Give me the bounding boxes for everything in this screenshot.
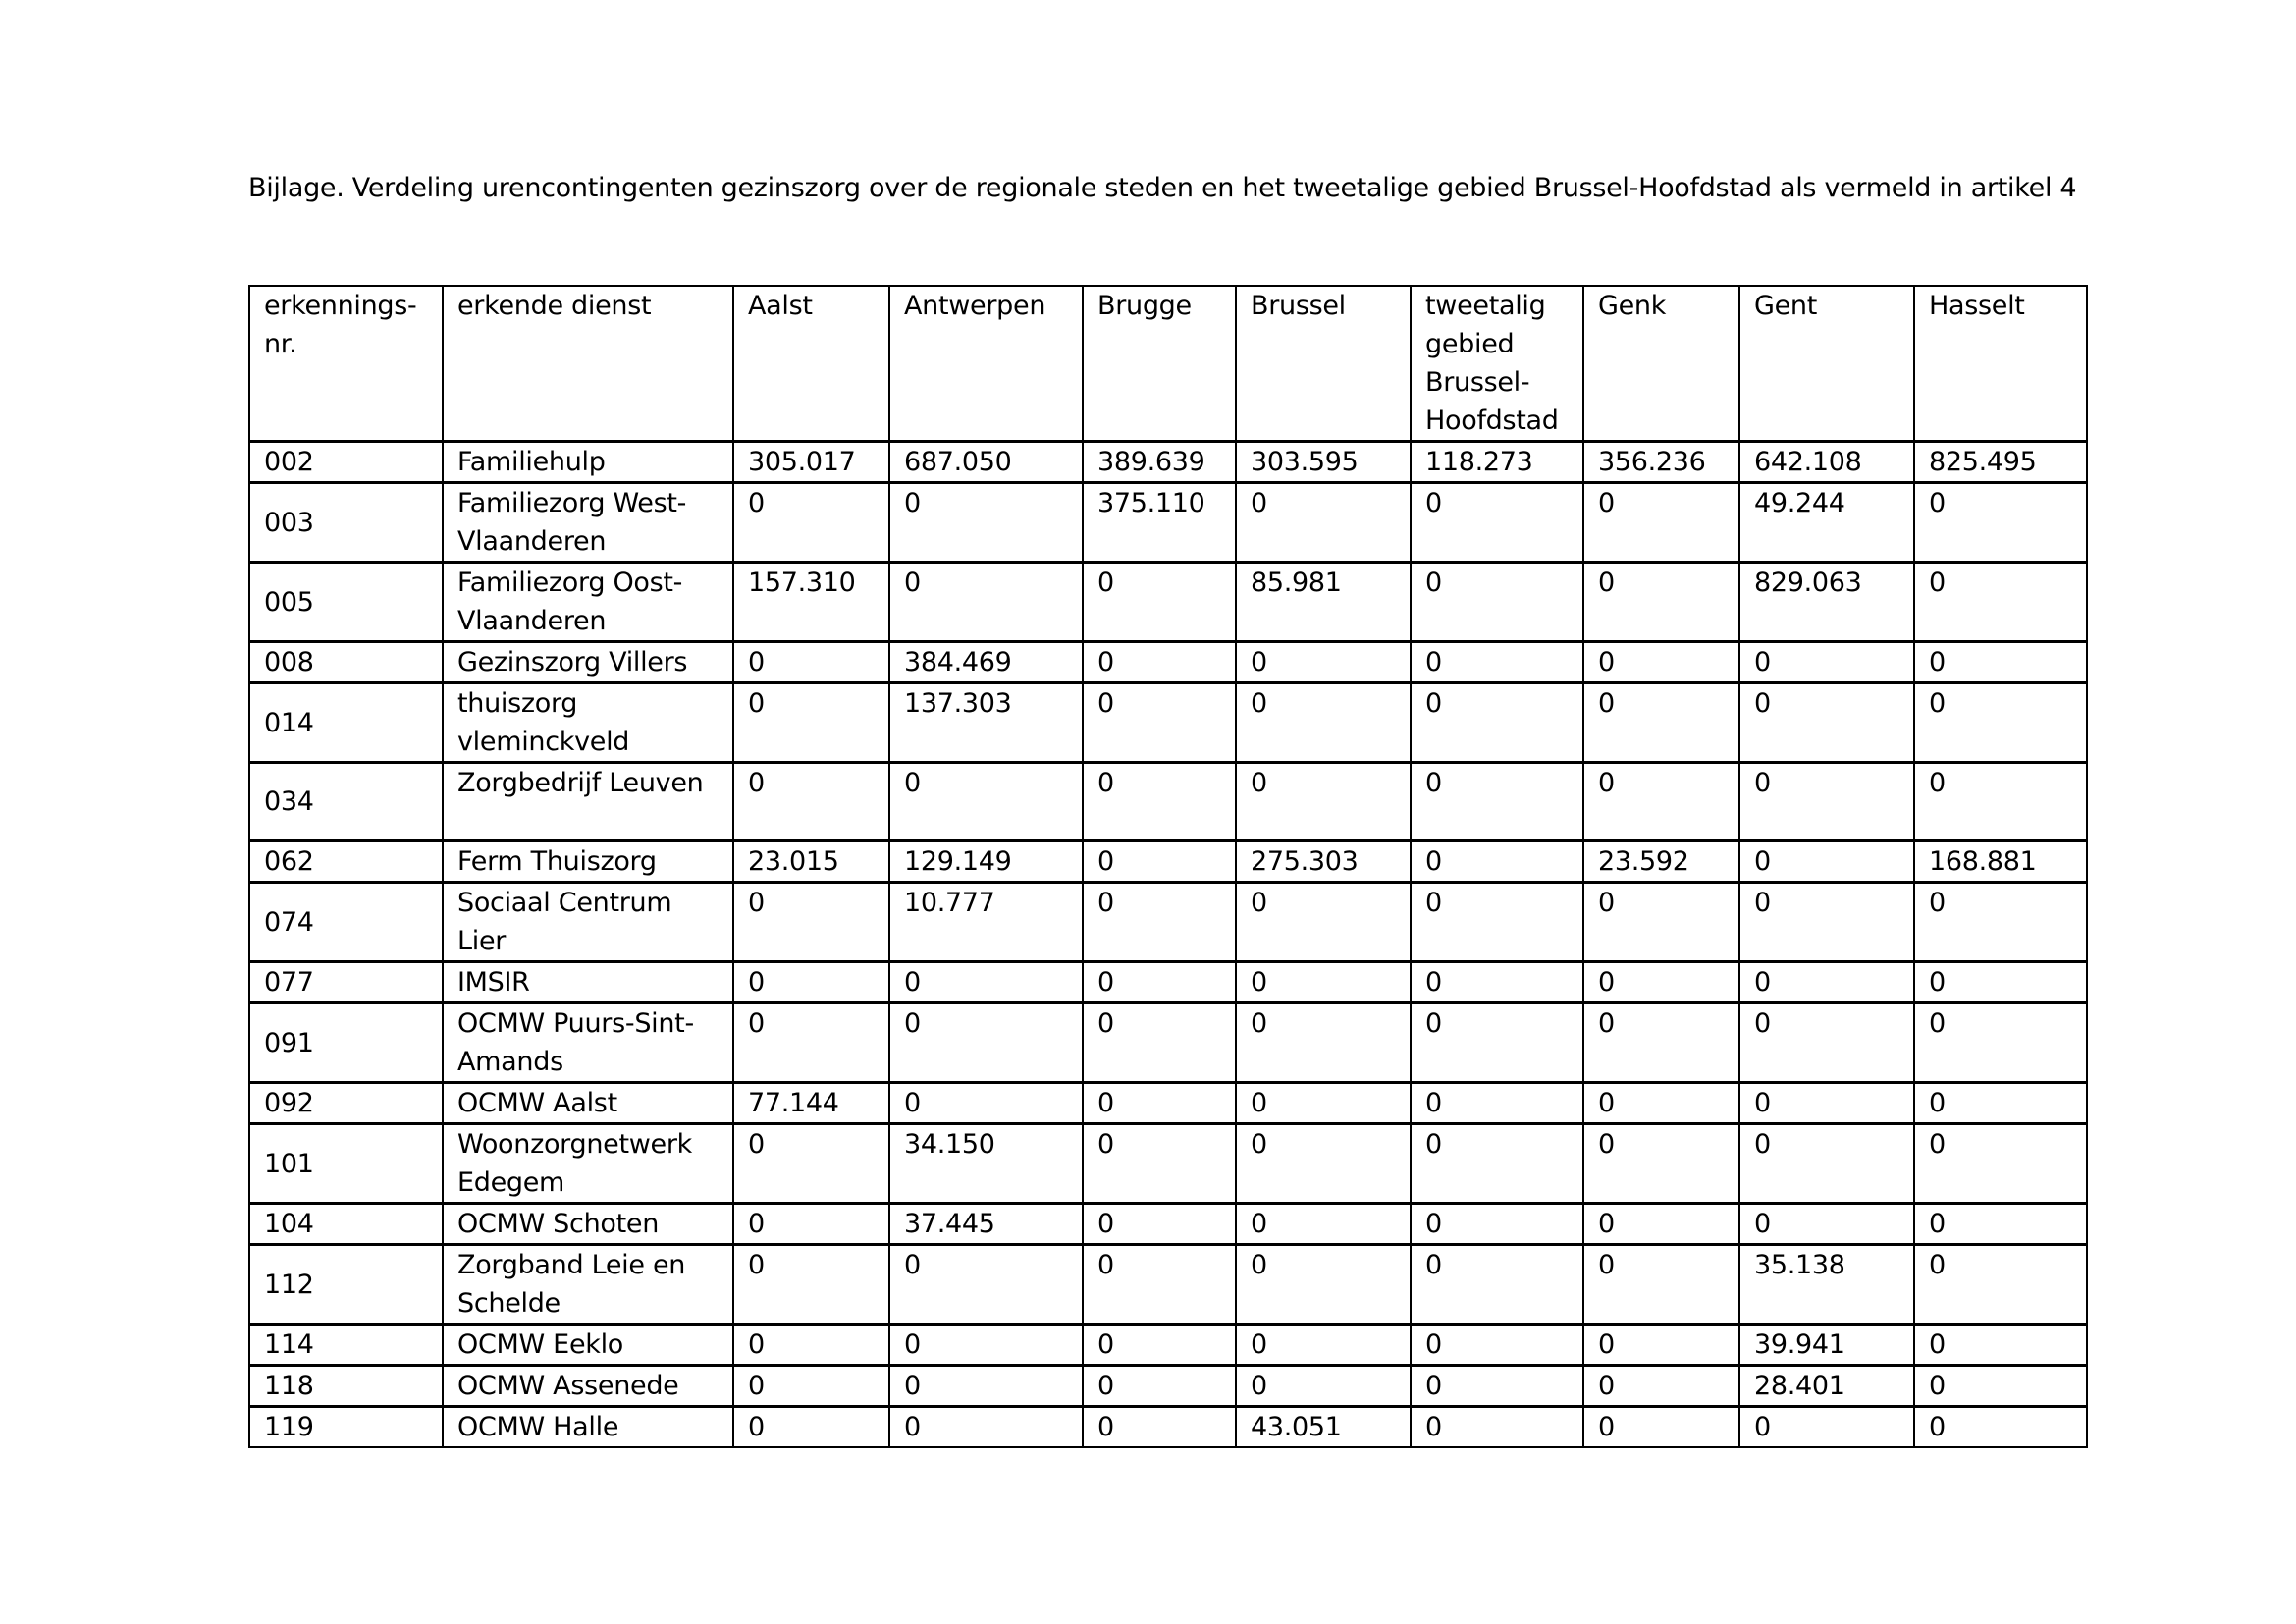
header-tweetalig-gebied: tweetalig gebied Brussel-Hoofdstad <box>1411 286 1583 442</box>
document-caption: Bijlage. Verdeling urencontingenten gezinszorg over de regionale steden en het tweetalige gebied Brussel-Hoofdstad als vermeld in artikel 4 <box>248 173 2077 203</box>
cell-brugge: 0 <box>1083 841 1236 883</box>
cell-erkenningsnr: 008 <box>249 642 443 683</box>
cell-antwerpen: 137.303 <box>889 683 1083 763</box>
cell-gent: 0 <box>1739 1083 1914 1124</box>
cell-brussel: 0 <box>1236 883 1411 962</box>
cell-hasselt: 0 <box>1914 642 2087 683</box>
cell-hasselt: 0 <box>1914 563 2087 642</box>
cell-hasselt: 0 <box>1914 1204 2087 1245</box>
cell-tweetalig-gebied: 0 <box>1411 962 1583 1003</box>
cell-aalst: 0 <box>733 483 889 563</box>
cell-brussel: 0 <box>1236 1204 1411 1245</box>
table-row <box>249 883 2087 962</box>
cell-erkenningsnr: 091 <box>249 1003 443 1083</box>
cell-aalst: 0 <box>733 1325 889 1366</box>
table-row <box>249 962 2087 1003</box>
cell-erkenningsnr: 034 <box>249 763 443 841</box>
cell-antwerpen: 0 <box>889 1325 1083 1366</box>
cell-brugge: 0 <box>1083 642 1236 683</box>
cell-antwerpen: 0 <box>889 962 1083 1003</box>
cell-tweetalig-gebied: 0 <box>1411 1083 1583 1124</box>
cell-antwerpen: 0 <box>889 1245 1083 1325</box>
cell-hasselt: 825.495 <box>1914 442 2087 483</box>
header-hasselt: Hasselt <box>1914 286 2087 442</box>
cell-brussel: 0 <box>1236 1245 1411 1325</box>
cell-aalst: 0 <box>733 1124 889 1204</box>
cell-genk: 0 <box>1583 563 1739 642</box>
cell-brussel: 0 <box>1236 962 1411 1003</box>
cell-brugge: 0 <box>1083 1407 1236 1448</box>
cell-erkenningsnr: 118 <box>249 1366 443 1407</box>
cell-hasselt: 0 <box>1914 1245 2087 1325</box>
cell-genk: 0 <box>1583 683 1739 763</box>
table-row <box>249 1204 2087 1245</box>
cell-brussel: 303.595 <box>1236 442 1411 483</box>
cell-erkende-dienst: Zorgband Leie en Schelde <box>443 1245 733 1325</box>
cell-hasselt: 0 <box>1914 763 2087 841</box>
cell-brugge: 0 <box>1083 1124 1236 1204</box>
cell-aalst: 0 <box>733 1407 889 1448</box>
cell-antwerpen: 0 <box>889 1083 1083 1124</box>
cell-tweetalig-gebied: 0 <box>1411 1366 1583 1407</box>
cell-brussel: 0 <box>1236 1366 1411 1407</box>
cell-aalst: 0 <box>733 683 889 763</box>
cell-erkenningsnr: 014 <box>249 683 443 763</box>
table-row <box>249 1124 2087 1204</box>
cell-erkende-dienst: Ferm Thuiszorg <box>443 841 733 883</box>
table-row <box>249 642 2087 683</box>
table-row <box>249 563 2087 642</box>
cell-tweetalig-gebied: 0 <box>1411 883 1583 962</box>
cell-gent: 0 <box>1739 962 1914 1003</box>
table-row <box>249 483 2087 563</box>
cell-antwerpen: 10.777 <box>889 883 1083 962</box>
cell-gent: 829.063 <box>1739 563 1914 642</box>
cell-brussel: 0 <box>1236 1325 1411 1366</box>
cell-antwerpen: 0 <box>889 483 1083 563</box>
cell-gent: 0 <box>1739 1003 1914 1083</box>
cell-aalst: 0 <box>733 763 889 841</box>
cell-aalst: 0 <box>733 1366 889 1407</box>
cell-gent: 49.244 <box>1739 483 1914 563</box>
cell-erkenningsnr: 062 <box>249 841 443 883</box>
allocation-table <box>248 285 2088 1448</box>
cell-erkenningsnr: 002 <box>249 442 443 483</box>
cell-antwerpen: 0 <box>889 1407 1083 1448</box>
cell-genk: 0 <box>1583 962 1739 1003</box>
cell-erkende-dienst: IMSIR <box>443 962 733 1003</box>
header-erkende-dienst: erkende dienst <box>443 286 733 442</box>
cell-aalst: 0 <box>733 1245 889 1325</box>
table-row <box>249 1083 2087 1124</box>
cell-hasselt: 0 <box>1914 1366 2087 1407</box>
cell-hasselt: 0 <box>1914 1124 2087 1204</box>
cell-gent: 39.941 <box>1739 1325 1914 1366</box>
header-brugge: Brugge <box>1083 286 1236 442</box>
header-genk: Genk <box>1583 286 1739 442</box>
table-row <box>249 1407 2087 1448</box>
table-row <box>249 1003 2087 1083</box>
cell-aalst: 23.015 <box>733 841 889 883</box>
cell-aalst: 0 <box>733 962 889 1003</box>
cell-hasselt: 0 <box>1914 683 2087 763</box>
cell-brugge: 0 <box>1083 1245 1236 1325</box>
cell-erkenningsnr: 119 <box>249 1407 443 1448</box>
cell-erkende-dienst: Sociaal Centrum Lier <box>443 883 733 962</box>
cell-brugge: 0 <box>1083 883 1236 962</box>
cell-genk: 23.592 <box>1583 841 1739 883</box>
cell-brugge: 0 <box>1083 563 1236 642</box>
cell-aalst: 0 <box>733 883 889 962</box>
cell-erkenningsnr: 104 <box>249 1204 443 1245</box>
cell-tweetalig-gebied: 0 <box>1411 763 1583 841</box>
cell-hasselt: 0 <box>1914 1083 2087 1124</box>
cell-erkende-dienst: OCMW Halle <box>443 1407 733 1448</box>
cell-brugge: 0 <box>1083 1366 1236 1407</box>
cell-brussel: 0 <box>1236 1124 1411 1204</box>
cell-erkende-dienst: OCMW Assenede <box>443 1366 733 1407</box>
cell-hasselt: 0 <box>1914 1407 2087 1448</box>
cell-aalst: 305.017 <box>733 442 889 483</box>
header-aalst: Aalst <box>733 286 889 442</box>
cell-brussel: 85.981 <box>1236 563 1411 642</box>
cell-erkende-dienst: OCMW Schoten <box>443 1204 733 1245</box>
cell-gent: 0 <box>1739 841 1914 883</box>
header-antwerpen: Antwerpen <box>889 286 1083 442</box>
cell-brugge: 0 <box>1083 1325 1236 1366</box>
cell-genk: 0 <box>1583 1407 1739 1448</box>
cell-brussel: 275.303 <box>1236 841 1411 883</box>
cell-brugge: 0 <box>1083 683 1236 763</box>
table-body <box>249 442 2087 1448</box>
cell-erkenningsnr: 074 <box>249 883 443 962</box>
cell-aalst: 0 <box>733 1003 889 1083</box>
cell-brussel: 0 <box>1236 1083 1411 1124</box>
cell-erkende-dienst: Familiehulp <box>443 442 733 483</box>
cell-tweetalig-gebied: 0 <box>1411 1245 1583 1325</box>
cell-erkende-dienst: thuiszorg vleminckveld <box>443 683 733 763</box>
table-row <box>249 763 2087 841</box>
cell-brussel: 43.051 <box>1236 1407 1411 1448</box>
cell-genk: 0 <box>1583 883 1739 962</box>
cell-brugge: 0 <box>1083 1204 1236 1245</box>
cell-brugge: 0 <box>1083 962 1236 1003</box>
cell-gent: 0 <box>1739 642 1914 683</box>
cell-antwerpen: 0 <box>889 763 1083 841</box>
cell-tweetalig-gebied: 0 <box>1411 1003 1583 1083</box>
cell-antwerpen: 37.445 <box>889 1204 1083 1245</box>
cell-gent: 0 <box>1739 1204 1914 1245</box>
cell-genk: 0 <box>1583 483 1739 563</box>
cell-erkenningsnr: 112 <box>249 1245 443 1325</box>
table-row <box>249 1245 2087 1325</box>
cell-brugge: 0 <box>1083 1003 1236 1083</box>
cell-hasselt: 168.881 <box>1914 841 2087 883</box>
table-row <box>249 841 2087 883</box>
cell-hasselt: 0 <box>1914 1003 2087 1083</box>
cell-brussel: 0 <box>1236 642 1411 683</box>
cell-gent: 0 <box>1739 683 1914 763</box>
cell-genk: 356.236 <box>1583 442 1739 483</box>
cell-antwerpen: 0 <box>889 563 1083 642</box>
cell-antwerpen: 384.469 <box>889 642 1083 683</box>
cell-tweetalig-gebied: 0 <box>1411 841 1583 883</box>
cell-antwerpen: 34.150 <box>889 1124 1083 1204</box>
cell-antwerpen: 0 <box>889 1366 1083 1407</box>
cell-erkende-dienst: OCMW Puurs-Sint-Amands <box>443 1003 733 1083</box>
cell-brugge: 0 <box>1083 1083 1236 1124</box>
table-row <box>249 683 2087 763</box>
cell-genk: 0 <box>1583 1003 1739 1083</box>
header-erkenningsnr: erkennings-nr. <box>249 286 443 442</box>
header-brussel: Brussel <box>1236 286 1411 442</box>
cell-gent: 0 <box>1739 883 1914 962</box>
cell-tweetalig-gebied: 118.273 <box>1411 442 1583 483</box>
cell-gent: 0 <box>1739 1407 1914 1448</box>
cell-tweetalig-gebied: 0 <box>1411 1325 1583 1366</box>
cell-aalst: 77.144 <box>733 1083 889 1124</box>
cell-brugge: 389.639 <box>1083 442 1236 483</box>
cell-genk: 0 <box>1583 1204 1739 1245</box>
cell-gent: 35.138 <box>1739 1245 1914 1325</box>
cell-aalst: 0 <box>733 642 889 683</box>
cell-gent: 0 <box>1739 1124 1914 1204</box>
cell-tweetalig-gebied: 0 <box>1411 1204 1583 1245</box>
cell-erkende-dienst: Familiezorg Oost-Vlaanderen <box>443 563 733 642</box>
cell-brussel: 0 <box>1236 763 1411 841</box>
cell-hasselt: 0 <box>1914 1325 2087 1366</box>
table-row <box>249 1366 2087 1407</box>
cell-erkenningsnr: 114 <box>249 1325 443 1366</box>
cell-erkenningsnr: 101 <box>249 1124 443 1204</box>
cell-antwerpen: 687.050 <box>889 442 1083 483</box>
cell-erkende-dienst: Gezinszorg Villers <box>443 642 733 683</box>
cell-erkende-dienst: OCMW Aalst <box>443 1083 733 1124</box>
cell-erkenningsnr: 003 <box>249 483 443 563</box>
cell-brussel: 0 <box>1236 483 1411 563</box>
cell-antwerpen: 129.149 <box>889 841 1083 883</box>
cell-genk: 0 <box>1583 1083 1739 1124</box>
cell-aalst: 157.310 <box>733 563 889 642</box>
cell-antwerpen: 0 <box>889 1003 1083 1083</box>
cell-tweetalig-gebied: 0 <box>1411 683 1583 763</box>
cell-gent: 0 <box>1739 763 1914 841</box>
cell-aalst: 0 <box>733 1204 889 1245</box>
cell-erkende-dienst: Woonzorgnetwerk Edegem <box>443 1124 733 1204</box>
cell-gent: 28.401 <box>1739 1366 1914 1407</box>
cell-brussel: 0 <box>1236 1003 1411 1083</box>
cell-genk: 0 <box>1583 642 1739 683</box>
cell-brugge: 375.110 <box>1083 483 1236 563</box>
cell-tweetalig-gebied: 0 <box>1411 563 1583 642</box>
cell-hasselt: 0 <box>1914 962 2087 1003</box>
cell-brussel: 0 <box>1236 683 1411 763</box>
cell-brugge: 0 <box>1083 763 1236 841</box>
cell-genk: 0 <box>1583 1325 1739 1366</box>
cell-tweetalig-gebied: 0 <box>1411 642 1583 683</box>
cell-genk: 0 <box>1583 1366 1739 1407</box>
cell-tweetalig-gebied: 0 <box>1411 483 1583 563</box>
cell-erkenningsnr: 077 <box>249 962 443 1003</box>
cell-erkenningsnr: 092 <box>249 1083 443 1124</box>
cell-genk: 0 <box>1583 763 1739 841</box>
cell-erkende-dienst: OCMW Eeklo <box>443 1325 733 1366</box>
header-gent: Gent <box>1739 286 1914 442</box>
table-row <box>249 1325 2087 1366</box>
cell-hasselt: 0 <box>1914 483 2087 563</box>
cell-gent: 642.108 <box>1739 442 1914 483</box>
cell-tweetalig-gebied: 0 <box>1411 1124 1583 1204</box>
cell-erkenningsnr: 005 <box>249 563 443 642</box>
cell-genk: 0 <box>1583 1124 1739 1204</box>
cell-tweetalig-gebied: 0 <box>1411 1407 1583 1448</box>
cell-genk: 0 <box>1583 1245 1739 1325</box>
table-header-row <box>249 286 2087 442</box>
cell-hasselt: 0 <box>1914 883 2087 962</box>
cell-erkende-dienst: Familiezorg West-Vlaanderen <box>443 483 733 563</box>
cell-erkende-dienst: Zorgbedrijf Leuven <box>443 763 733 841</box>
table-row <box>249 442 2087 483</box>
